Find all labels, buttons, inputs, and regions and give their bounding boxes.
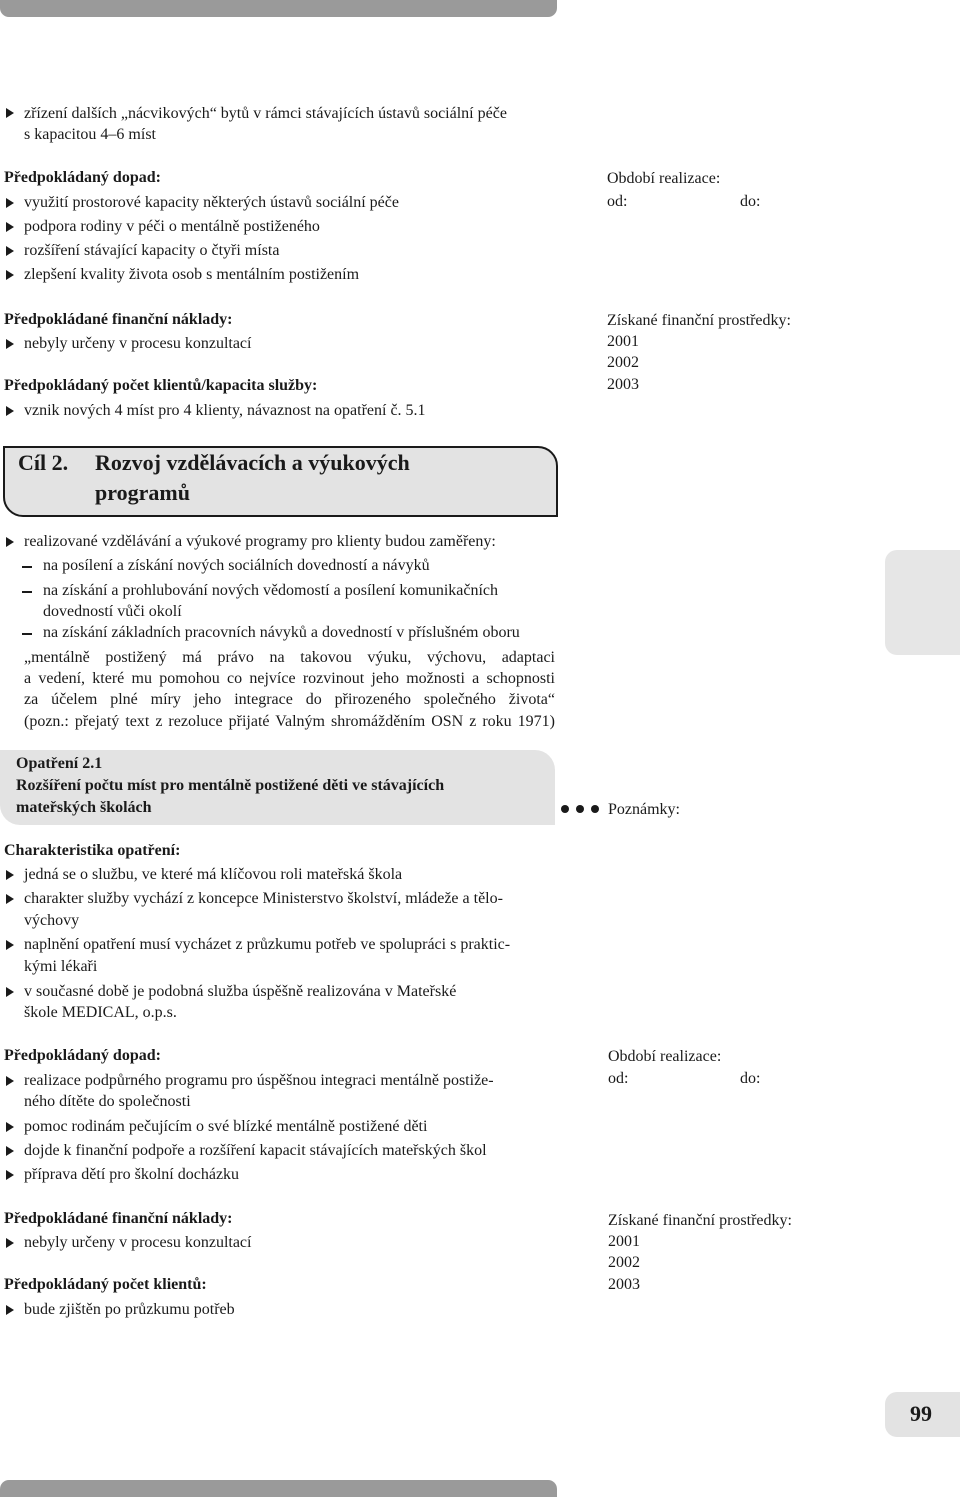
quote-note: (pozn.: přejatý text z rezoluce přijaté Valným shromážděním OSN z roku 1971) <box>24 713 555 730</box>
funds-label: Získané finanční prostředky: <box>608 1212 792 1229</box>
dash-icon <box>22 566 32 568</box>
section-heading: Charakteristika opatření: <box>4 842 181 859</box>
measure-title-cont: mateřských školách <box>16 799 152 816</box>
bullet-icon <box>6 894 14 904</box>
goal-title: Rozvoj vzdělávacích a výukových <box>95 450 410 475</box>
list-item-cont: výchovy <box>24 912 80 929</box>
section-heading: Předpokládané finanční náklady: <box>4 311 233 328</box>
list-item: v současné době je podobná služba úspěšně realizována v Mateřské <box>24 983 457 1000</box>
dot-icon <box>576 805 584 813</box>
year: 2001 <box>608 1233 640 1250</box>
bullet-icon <box>6 270 14 280</box>
list-item: bude zjištěn po průzkumu potřeb <box>24 1301 235 1318</box>
list-item-cont: kými lékaři <box>24 958 98 975</box>
side-tab <box>885 550 960 655</box>
list-item: jedná se o službu, ve které má klíčovou roli mateřská škola <box>24 866 403 883</box>
list-item-cont: s kapacitou 4–6 míst <box>24 126 156 143</box>
bullet-icon <box>6 406 14 416</box>
list-item: využití prostorové kapacity některých ústavů sociální péče <box>24 194 399 211</box>
bottom-bar <box>0 1480 557 1497</box>
year: 2002 <box>607 354 639 371</box>
bullet-icon <box>6 108 14 118</box>
bullet-icon <box>6 987 14 997</box>
dash-icon <box>22 633 32 635</box>
section-heading: Předpokládaný počet klientů/kapacita služby: <box>4 377 318 394</box>
section-heading: Předpokládaný dopad: <box>4 169 161 186</box>
year: 2003 <box>607 376 639 393</box>
bullet-icon <box>6 870 14 880</box>
list-item: charakter služby vychází z koncepce Ministerstvo školství, mládeže a tělo- <box>24 890 503 907</box>
sub-item-cont: dovedností vůči okolí <box>43 603 182 620</box>
bullet-icon <box>6 339 14 349</box>
list-item: naplnění opatření musí vycházet z průzkumu potřeb ve spolupráci s praktic- <box>24 936 511 953</box>
list-item: zřízení dalších „nácvikových“ bytů v rámci stávajících ústavů sociální péče <box>24 105 507 122</box>
to-label: do: <box>740 1070 761 1087</box>
list-item-cont: škole MEDICAL, o.p.s. <box>24 1004 177 1021</box>
quote-line: a vedení, které mu pomohou co nejvíce rozvinout jeho možnosti a schopnosti <box>24 670 555 687</box>
sub-item: na získání základních pracovních návyků a dovedností v příslušném oboru <box>43 624 520 641</box>
measure-title: Rozšíření počtu míst pro mentálně postižené děti ve stávajících <box>16 777 445 794</box>
bullet-icon <box>6 246 14 256</box>
section-heading: Předpokládaný dopad: <box>4 1047 161 1064</box>
bullet-icon <box>6 1146 14 1156</box>
year: 2002 <box>608 1254 640 1271</box>
goal-number: Cíl 2. <box>18 450 69 475</box>
list-item: realizované vzdělávání a výukové programy pro klienty budou zaměřeny: <box>24 533 496 550</box>
bullet-icon <box>6 1122 14 1132</box>
bullet-icon <box>6 1305 14 1315</box>
dash-icon <box>22 591 32 593</box>
year: 2001 <box>607 333 639 350</box>
list-item-cont: ného dítěte do společnosti <box>24 1093 191 1110</box>
sub-item: na posílení a získání nových sociálních dovedností a návyků <box>43 557 430 574</box>
funds-label: Získané finanční prostředky: <box>607 312 791 329</box>
section-heading: Předpokládaný počet klientů: <box>4 1276 207 1293</box>
notes-label: Poznámky: <box>608 801 680 818</box>
measure-number: Opatření 2.1 <box>16 755 103 772</box>
list-item: nebyly určeny v procesu konzultací <box>24 1234 252 1251</box>
bullet-icon <box>6 198 14 208</box>
period-label: Období realizace: <box>607 170 721 187</box>
list-item: nebyly určeny v procesu konzultací <box>24 335 252 352</box>
list-item: rozšíření stávající kapacity o čtyři místa <box>24 242 280 259</box>
list-item: realizace podpůrného programu pro úspěšnou integraci mentálně postiže- <box>24 1072 494 1089</box>
dot-icon <box>561 805 569 813</box>
bullet-icon <box>6 1170 14 1180</box>
list-item: pomoc rodinám pečujícím o své blízké mentálně postižené děti <box>24 1118 428 1135</box>
section-heading: Předpokládané finanční náklady: <box>4 1210 233 1227</box>
sub-item: na získání a prohlubování nových vědomostí a posílení komunikačních <box>43 582 499 599</box>
from-label: od: <box>608 1070 629 1087</box>
to-label: do: <box>740 193 761 210</box>
list-item: vznik nových 4 míst pro 4 klienty, návaznost na opatření č. 5.1 <box>24 402 426 419</box>
bullet-icon <box>6 1238 14 1248</box>
quote-line: za účelem plné míry jeho integrace do přirozeného společného života“ <box>24 691 555 708</box>
list-item: příprava dětí pro školní docházku <box>24 1166 240 1183</box>
list-item: podpora rodiny v péči o mentálně postiženého <box>24 218 320 235</box>
list-item: zlepšení kvality života osob s mentálním postižením <box>24 266 360 283</box>
list-item: dojde k finanční podpoře a rozšíření kapacit stávajících mateřských škol <box>24 1142 487 1159</box>
quote-line: „mentálně postižený má právo na takovou výuku, výchovu, adaptaci <box>24 649 555 666</box>
year: 2003 <box>608 1276 640 1293</box>
bullet-icon <box>6 940 14 950</box>
bullet-icon <box>6 1076 14 1086</box>
bullet-icon <box>6 222 14 232</box>
top-bar <box>0 0 557 17</box>
dot-icon <box>591 805 599 813</box>
period-label: Období realizace: <box>608 1048 722 1065</box>
bullet-icon <box>6 537 14 547</box>
from-label: od: <box>607 193 628 210</box>
page-number: 99 <box>910 1401 932 1426</box>
goal-title-cont: programů <box>95 480 190 505</box>
